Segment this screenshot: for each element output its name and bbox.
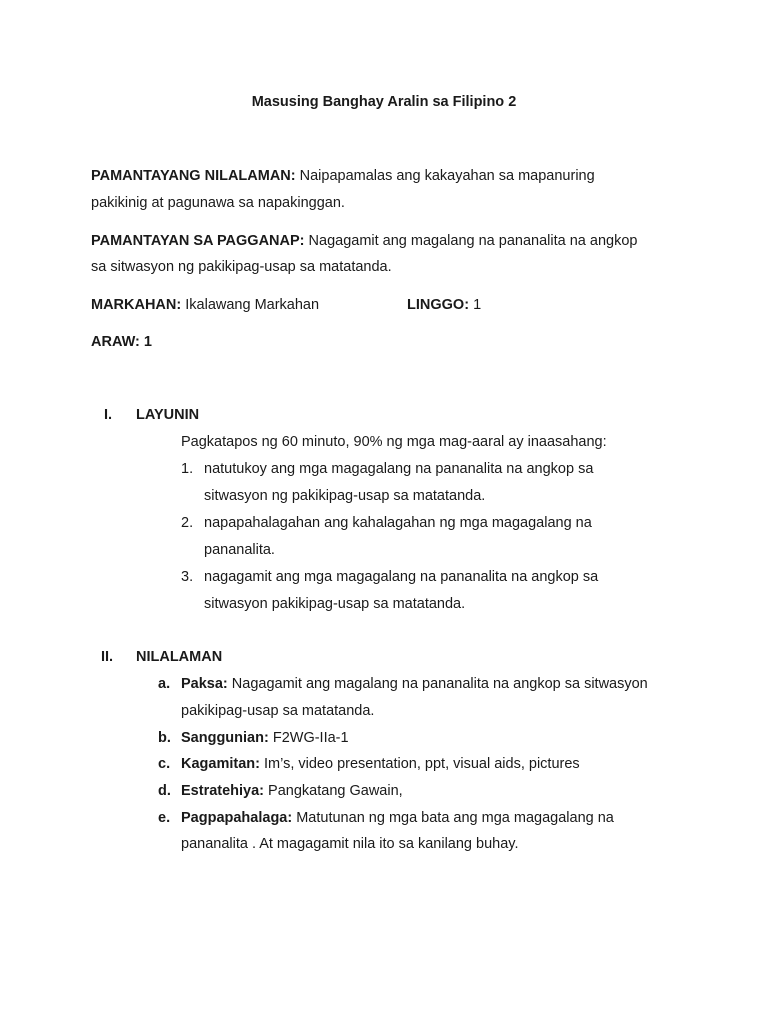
pamantayang-nilalaman-text: Naipapamalas ang kakayahan sa mapanuring xyxy=(299,168,595,184)
pamantayan-sa-pagganap-label: PAMANTAYAN SA PAGGANAP: xyxy=(91,233,305,249)
pamantayang-nilalaman-line1 xyxy=(91,167,595,185)
nilalaman-item-line1 xyxy=(181,782,403,800)
nilalaman-item-line2: pananalita . At magagamit nila ito sa kanilang buhay. xyxy=(181,836,519,852)
nilalaman-item-label: Estratehiya: xyxy=(181,783,265,799)
nilalaman-item-text: F2WG-IIa-1 xyxy=(268,730,349,746)
layunin-numeral: I. xyxy=(104,407,113,423)
nilalaman-item-text: Matutunan ng mga bata ang mga magagalang na xyxy=(292,810,614,826)
pamantayang-nilalaman-line2: pakikinig at pagunawa sa napakinggan. xyxy=(91,195,345,211)
pamantayan-sa-pagganap-line1 xyxy=(91,232,637,250)
nilalaman-item-text: Pangkatang Gawain, xyxy=(264,783,403,799)
layunin-item-line2: sitwasyon pakikipag-usap sa matatanda. xyxy=(204,596,466,612)
pamantayang-nilalaman-label: PAMANTAYANG NILALAMAN: xyxy=(91,168,296,184)
araw-label: ARAW: 1 xyxy=(91,334,152,350)
layunin-item-line1: nagagamit ang mga magagalang na pananalita na angkop sa xyxy=(204,569,599,585)
nilalaman-heading: NILALAMAN xyxy=(136,649,223,665)
pamantayan-sa-pagganap-line2: sa sitwasyon ng pakikipag-usap sa matatanda. xyxy=(91,259,392,275)
layunin-item-line1: napapahalagahan ang kahalagahan ng mga magagalang na xyxy=(204,515,592,531)
nilalaman-item-line2: pakikipag-usap sa matatanda. xyxy=(181,703,375,719)
layunin-item-marker: 2. xyxy=(181,515,194,531)
nilalaman-item-text: Im’s, video presentation, ppt, visual aids, pictures xyxy=(259,756,580,772)
layunin-item-marker: 3. xyxy=(181,569,194,585)
linggo-value: 1 xyxy=(473,297,482,313)
nilalaman-item-label: Pagpapahalaga: xyxy=(181,810,293,826)
nilalaman-item-label: Kagamitan: xyxy=(181,756,260,772)
layunin-intro: Pagkatapos ng 60 minuto, 90% ng mga mag-aaral ay inaasahang: xyxy=(181,434,607,450)
nilalaman-item-marker: b. xyxy=(158,730,171,746)
nilalaman-numeral: II. xyxy=(101,649,114,665)
page-title: Masusing Banghay Aralin sa Filipino 2 xyxy=(251,94,517,110)
markahan-label: MARKAHAN: xyxy=(91,297,182,313)
nilalaman-item-line1 xyxy=(181,729,349,747)
nilalaman-item-line1 xyxy=(181,809,614,827)
pamantayan-sa-pagganap-text: Nagagamit ang magalang na pananalita na angkop xyxy=(308,233,638,249)
nilalaman-item-marker: e. xyxy=(158,810,171,826)
nilalaman-item-line1 xyxy=(181,755,580,773)
nilalaman-item-marker: a. xyxy=(158,676,171,692)
nilalaman-item-text: Nagagamit ang magalang na pananalita na angkop sa sitwasyon xyxy=(227,676,648,692)
linggo-line xyxy=(407,296,481,314)
layunin-item-line2: pananalita. xyxy=(204,542,275,558)
nilalaman-item-line1 xyxy=(181,675,648,693)
markahan-value: Ikalawang Markahan xyxy=(185,297,320,313)
layunin-heading: LAYUNIN xyxy=(136,407,200,423)
layunin-item-marker: 1. xyxy=(181,461,194,477)
layunin-item-line2: sitwasyon ng pakikipag-usap sa matatanda. xyxy=(204,488,486,504)
nilalaman-item-label: Paksa: xyxy=(181,676,228,692)
layunin-item-line1: natutukoy ang mga magagalang na pananalita na angkop sa xyxy=(204,461,594,477)
nilalaman-item-marker: c. xyxy=(158,756,171,772)
nilalaman-item-label: Sanggunian: xyxy=(181,730,269,746)
markahan-line xyxy=(91,296,319,314)
nilalaman-item-marker: d. xyxy=(158,783,171,799)
linggo-label: LINGGO: xyxy=(407,297,470,313)
